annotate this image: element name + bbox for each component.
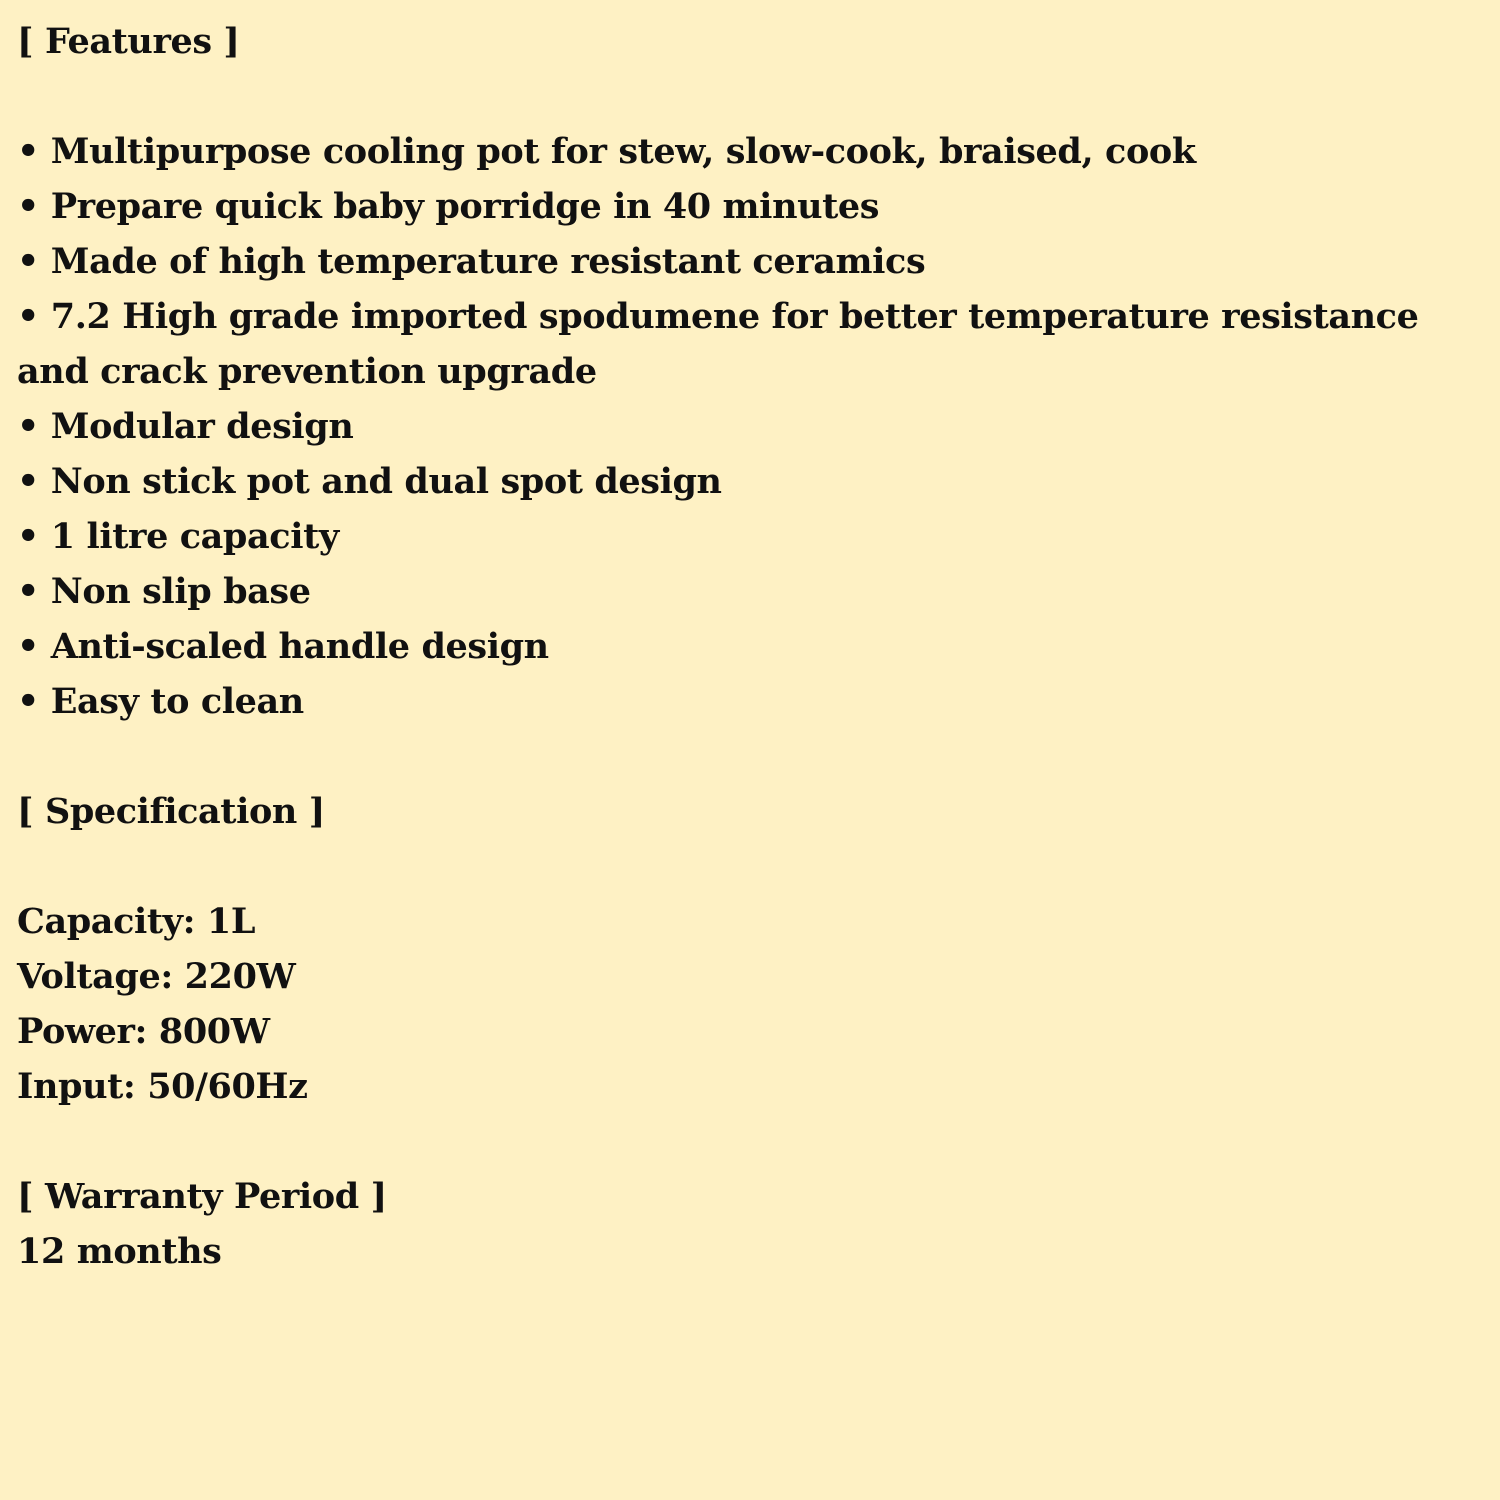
feature-item: • Multipurpose cooling pot for stew, slow-cook, braised, cook (17, 131, 1196, 172)
feature-item: • Prepare quick baby porridge in 40 minutes (17, 186, 880, 227)
spacer (17, 1114, 1495, 1169)
spec-item: Voltage: 220W (17, 956, 296, 997)
feature-item: • Non slip base (17, 571, 311, 612)
feature-item: • Modular design (17, 406, 354, 447)
spec-item: Capacity: 1L (17, 901, 256, 942)
warranty-heading: [ Warranty Period ] (17, 1176, 387, 1217)
warranty-value: 12 months (17, 1231, 222, 1272)
feature-item: • 1 litre capacity (17, 516, 339, 557)
spec-item: Input: 50/60Hz (17, 1066, 308, 1107)
feature-item: • Anti-scaled handle design (17, 626, 549, 667)
features-list (17, 124, 1495, 729)
feature-item: • 7.2 High grade imported spodumene for better temperature resistance and crack prevention upgrade (17, 296, 1419, 392)
product-description (17, 14, 1495, 1279)
spacer (17, 69, 1495, 124)
features-heading: [ Features ] (17, 21, 240, 62)
feature-item: • Easy to clean (17, 681, 304, 722)
feature-item: • Non stick pot and dual spot design (17, 461, 722, 502)
spacer (17, 729, 1495, 784)
specification-heading: [ Specification ] (17, 791, 325, 832)
specification-list (17, 894, 1495, 1114)
spec-item: Power: 800W (17, 1011, 270, 1052)
feature-item: • Made of high temperature resistant ceramics (17, 241, 926, 282)
spacer (17, 839, 1495, 894)
